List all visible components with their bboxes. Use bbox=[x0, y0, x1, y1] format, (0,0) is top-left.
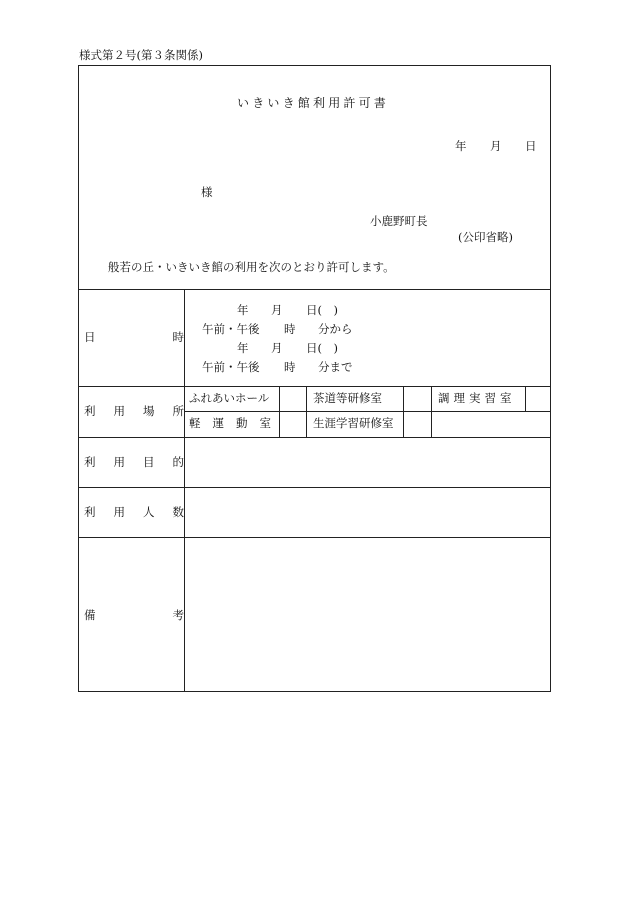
end-day-field[interactable]: 日( ) bbox=[306, 341, 338, 355]
remarks-field[interactable] bbox=[185, 538, 551, 692]
room-cooking: 調理実習室 bbox=[438, 391, 516, 405]
check-cooking[interactable] bbox=[526, 387, 551, 411]
purpose-field[interactable] bbox=[185, 438, 551, 487]
end-month-field[interactable]: 月 bbox=[271, 341, 283, 355]
seal-note: (公印省略) bbox=[458, 230, 513, 244]
issuer-name: 小鹿野町長 bbox=[370, 214, 428, 228]
check-fureai-hall[interactable] bbox=[280, 387, 305, 411]
issue-month-label: 月 bbox=[490, 139, 502, 153]
end-minute-field[interactable]: 分まで bbox=[318, 360, 353, 374]
check-light-exercise[interactable] bbox=[280, 412, 305, 437]
people-field[interactable] bbox=[185, 488, 551, 537]
label-people: 利 用 人 数 bbox=[84, 505, 184, 519]
form-number: 様式第２号(第３条関係) bbox=[79, 48, 203, 62]
end-ampm-field[interactable]: 午前・午後 bbox=[202, 360, 260, 374]
room-lifelong-learning: 生涯学習研修室 bbox=[313, 416, 394, 430]
end-year-field[interactable]: 年 bbox=[237, 341, 249, 355]
room-fureai-hall: ふれあいホール bbox=[189, 391, 270, 405]
divider-place-mid bbox=[184, 411, 551, 412]
issue-day-label: 日 bbox=[525, 139, 537, 153]
label-purpose: 利 用 目 的 bbox=[84, 455, 184, 469]
room-light-exercise: 軽運動室 bbox=[189, 416, 283, 430]
check-tea-ceremony[interactable] bbox=[404, 387, 430, 411]
check-lifelong-learning[interactable] bbox=[404, 412, 430, 437]
start-year-field[interactable]: 年 bbox=[237, 303, 249, 317]
start-month-field[interactable]: 月 bbox=[271, 303, 283, 317]
divider-datetime bbox=[78, 386, 551, 387]
form-title: いきいき館利用許可書 bbox=[237, 96, 390, 110]
start-ampm-field[interactable]: 午前・午後 bbox=[202, 322, 260, 336]
place-grid-line bbox=[431, 386, 432, 437]
place-grid-line bbox=[306, 386, 307, 437]
start-day-field[interactable]: 日( ) bbox=[306, 303, 338, 317]
start-minute-field[interactable]: 分から bbox=[318, 322, 353, 336]
label-place: 利 用 場 所 bbox=[84, 404, 184, 418]
label-remarks: 備 考 bbox=[84, 608, 184, 622]
label-datetime: 日 時 bbox=[84, 330, 184, 344]
permit-statement: 般若の丘・いきいき館の利用を次のとおり許可します。 bbox=[108, 260, 395, 274]
divider-header bbox=[78, 289, 551, 290]
room-tea-ceremony: 茶道等研修室 bbox=[313, 391, 382, 405]
recipient-suffix: 様 bbox=[201, 185, 213, 199]
end-hour-field[interactable]: 時 bbox=[284, 360, 296, 374]
start-hour-field[interactable]: 時 bbox=[284, 322, 296, 336]
issue-year-label: 年 bbox=[455, 139, 467, 153]
